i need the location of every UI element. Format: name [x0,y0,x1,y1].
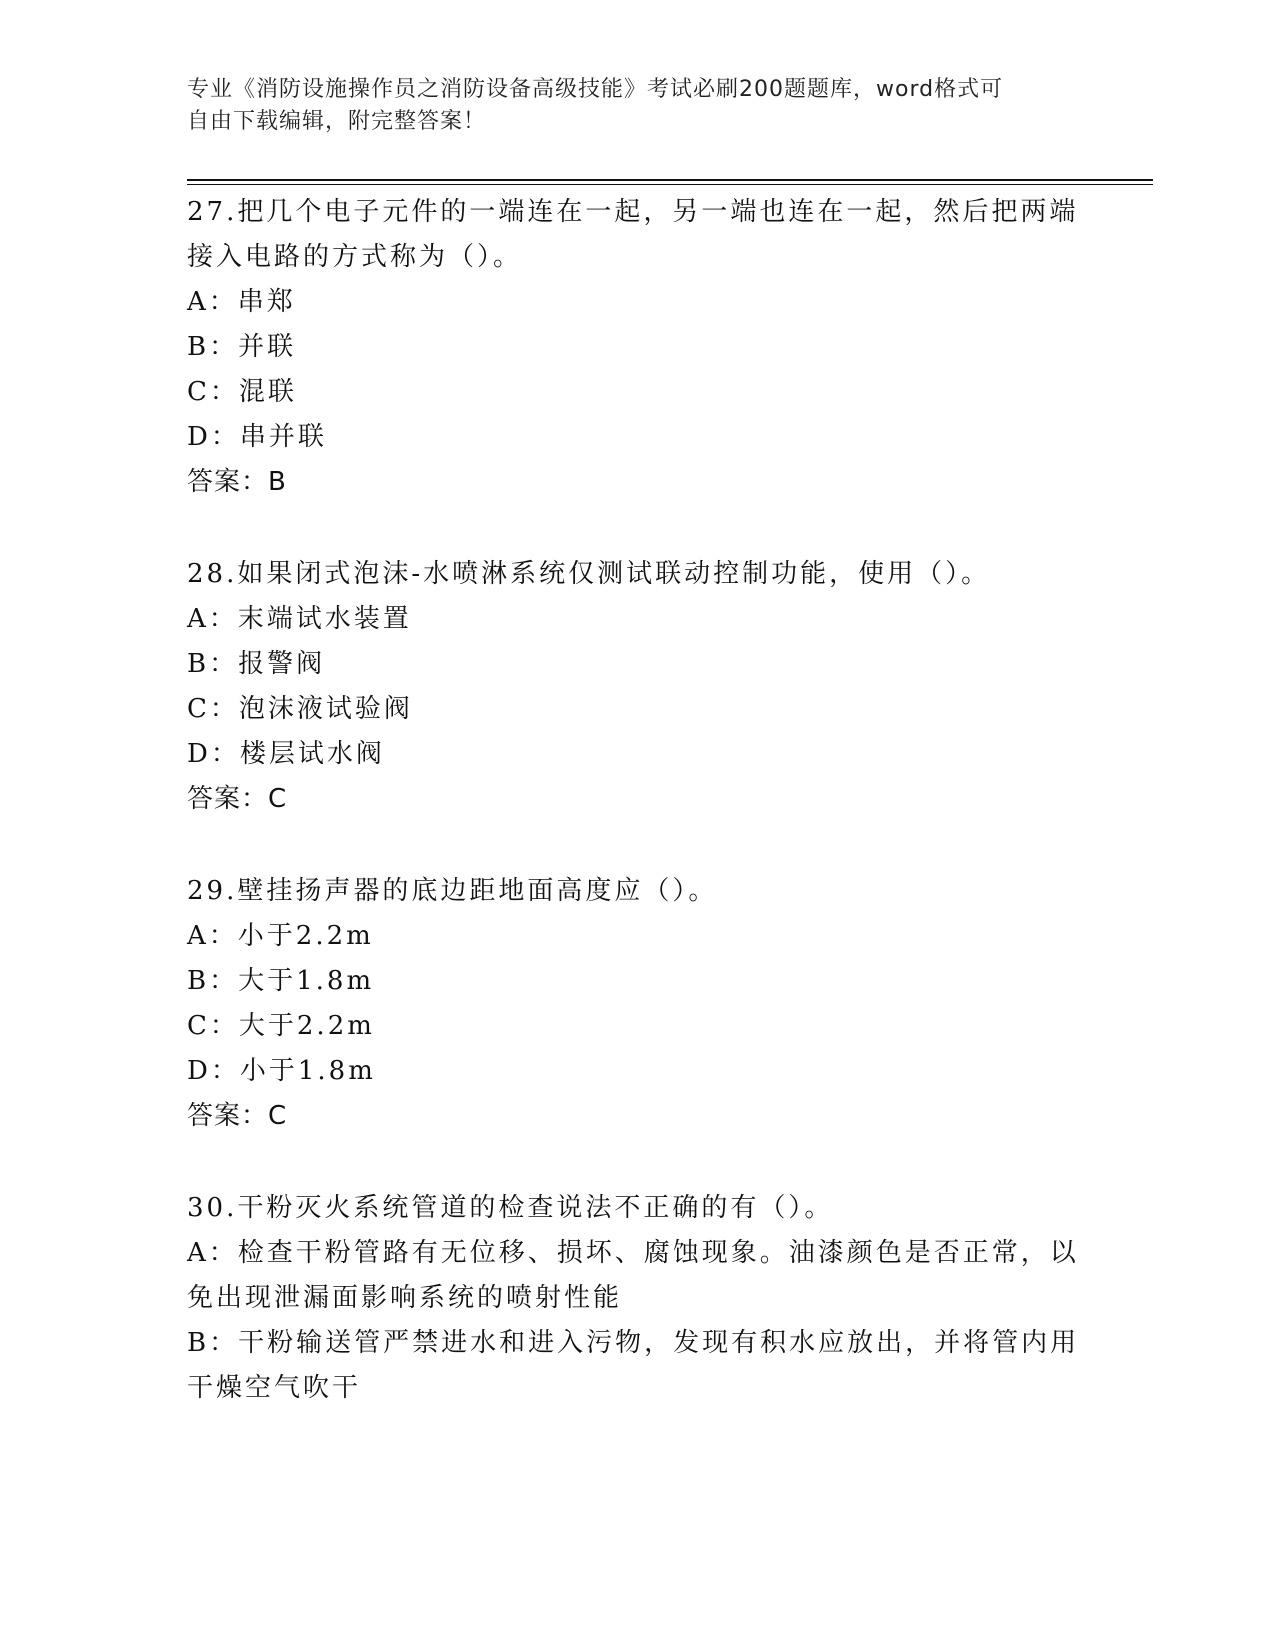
question-29-option-d: D：小于1.8m [187,1056,376,1086]
question-30-text-line-1: 30.干粉灭火系统管道的检查说法不正确的有（）。 [187,1193,834,1223]
question-27-text-line-1: 27.把几个电子元件的一端连在一起，另一端也连在一起，然后把两端 [187,197,1079,227]
question-30-option-a-line-2: 免出现泄漏面影响系统的喷射性能 [187,1283,623,1313]
question-28-text-line-1: 28.如果闭式泡沫-水喷淋系统仅测试联动控制功能，使用（）。 [187,559,991,589]
question-30-option-b-line-2: 干燥空气吹干 [187,1373,362,1403]
question-27-text-line-2: 接入电路的方式称为（）。 [187,242,523,272]
question-27-option-d: D：串并联 [187,422,327,452]
question-28-option-d: D：楼层试水阀 [187,739,385,769]
question-29-answer: 答案：C [187,1101,288,1131]
header-divider [187,179,1153,181]
question-29 [187,869,1087,1139]
question-28-option-a: A：末端试水装置 [187,604,412,634]
document-header [187,74,1067,138]
question-27-option-b: B：并联 [187,332,297,362]
question-28-option-b: B：报警阀 [187,649,326,679]
question-29-option-a: A：小于2.2m [187,921,374,951]
question-27-option-c: C：混联 [187,377,297,407]
question-27-answer: 答案：B [187,467,287,497]
question-30-option-a-line-1: A：检查干粉管路有无位移、损坏、腐蚀现象。油漆颜色是否正常，以 [187,1238,1079,1268]
question-29-option-b: B：大于1.8m [187,966,375,996]
question-29-text-line-1: 29.壁挂扬声器的底边距地面高度应（）。 [187,876,718,906]
header-divider-thin [187,184,1153,185]
question-29-option-c: C：大于2.2m [187,1011,375,1041]
question-spacer [187,822,1087,869]
question-spacer [187,505,1087,552]
question-list [187,190,1087,1411]
question-27-option-a: A：串郑 [187,287,296,317]
header-line-2: 自由下载编辑，附完整答案！ [187,109,487,134]
question-28-option-c: C：泡沫液试验阀 [187,694,413,724]
question-30 [187,1186,1087,1411]
question-27 [187,190,1087,505]
question-28-answer: 答案：C [187,784,288,814]
question-spacer [187,1139,1087,1186]
question-30-option-b-line-1: B：干粉输送管严禁进水和进入污物，发现有积水应放出，并将管内用 [187,1328,1080,1358]
header-line-1: 专业《消防设施操作员之消防设备高级技能》考试必刷200题题库，word格式可 [187,77,1004,102]
question-28 [187,552,1087,822]
